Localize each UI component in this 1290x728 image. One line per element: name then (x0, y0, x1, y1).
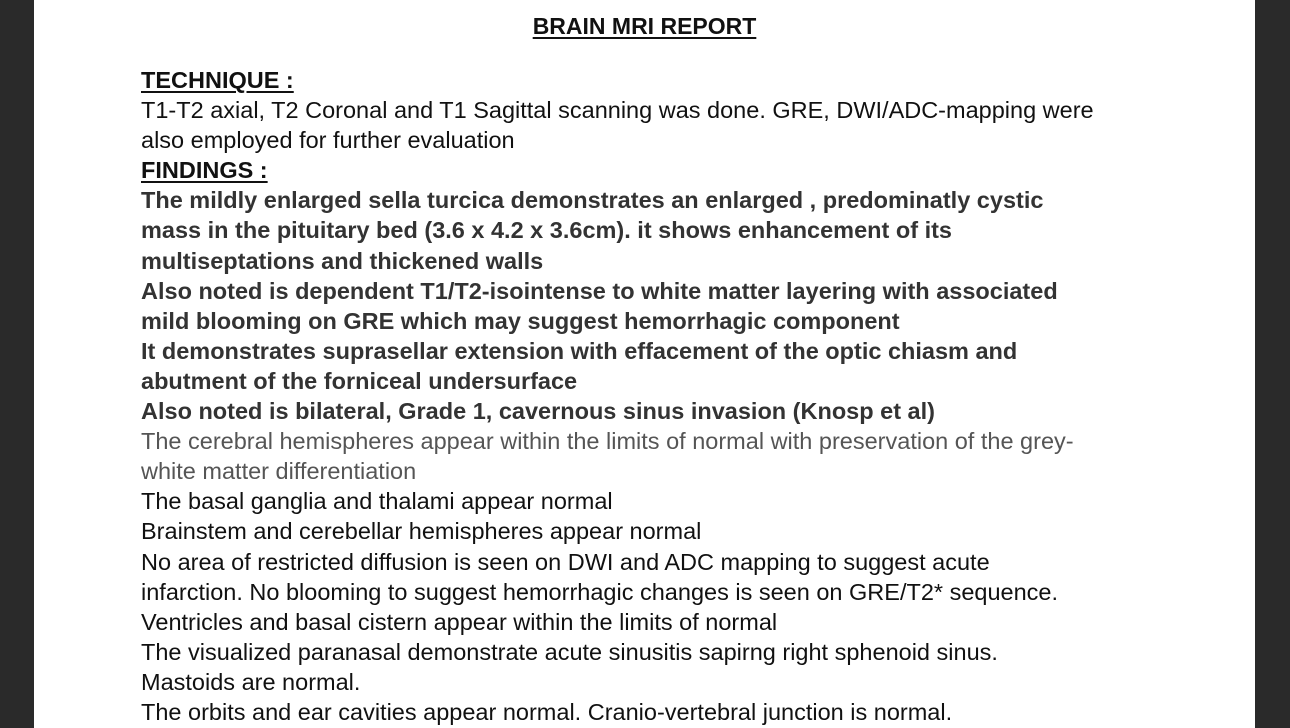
report-page (34, 0, 1255, 728)
technique-heading: TECHNIQUE : (141, 67, 294, 93)
finding-bold-line: Also noted is dependent T1/T2-isointense to white matter layering with associated (141, 277, 1058, 304)
finding-line: No area of restricted diffusion is seen on DWI and ADC mapping to suggest acute (141, 548, 990, 575)
technique-line: also employed for further evaluation (141, 127, 515, 154)
finding-bold-line: abutment of the forniceal undersurface (141, 367, 578, 394)
finding-gray-line: The cerebral hemispheres appear within the limits of normal with preservation of the grey- (141, 428, 1074, 455)
finding-gray-line: white matter differentiation (141, 458, 417, 485)
finding-bold-line: It demonstrates suprasellar extension with effacement of the optic chiasm and (141, 337, 1018, 364)
finding-bold-line: mass in the pituitary bed (3.6 x 4.2 x 3.6cm). it shows enhancement of its (141, 217, 952, 244)
finding-line: Mastoids are normal. (141, 668, 361, 695)
finding-line: The visualized paranasal demonstrate acute sinusitis sapirng right sphenoid sinus. (141, 638, 998, 665)
finding-line: The orbits and ear cavities appear normal. Cranio-vertebral junction is normal. (141, 698, 953, 725)
finding-line: Ventricles and basal cistern appear within the limits of normal (141, 608, 778, 635)
finding-bold-line: multiseptations and thickened walls (141, 247, 544, 274)
report-title-container (34, 13, 1255, 40)
finding-line: infarction. No blooming to suggest hemorrhagic changes is seen on GRE/T2* sequence. (141, 578, 1059, 605)
findings-heading: FINDINGS : (141, 157, 268, 184)
finding-bold-line: Also noted is bilateral, Grade 1, cavernous sinus invasion (Knosp et al) (141, 398, 935, 425)
report-title: BRAIN MRI REPORT (532, 13, 757, 39)
finding-line: The basal ganglia and thalami appear normal (141, 488, 613, 515)
finding-bold-line: mild blooming on GRE which may suggest hemorrhagic component (141, 307, 900, 334)
finding-line: Brainstem and cerebellar hemispheres appear normal (141, 518, 702, 545)
finding-bold-line: The mildly enlarged sella turcica demonstrates an enlarged , predominatly cystic (141, 187, 1044, 214)
technique-line: T1-T2 axial, T2 Coronal and T1 Sagittal scanning was done. GRE, DWI/ADC-mapping were (141, 97, 1094, 124)
report-body (141, 65, 1151, 727)
